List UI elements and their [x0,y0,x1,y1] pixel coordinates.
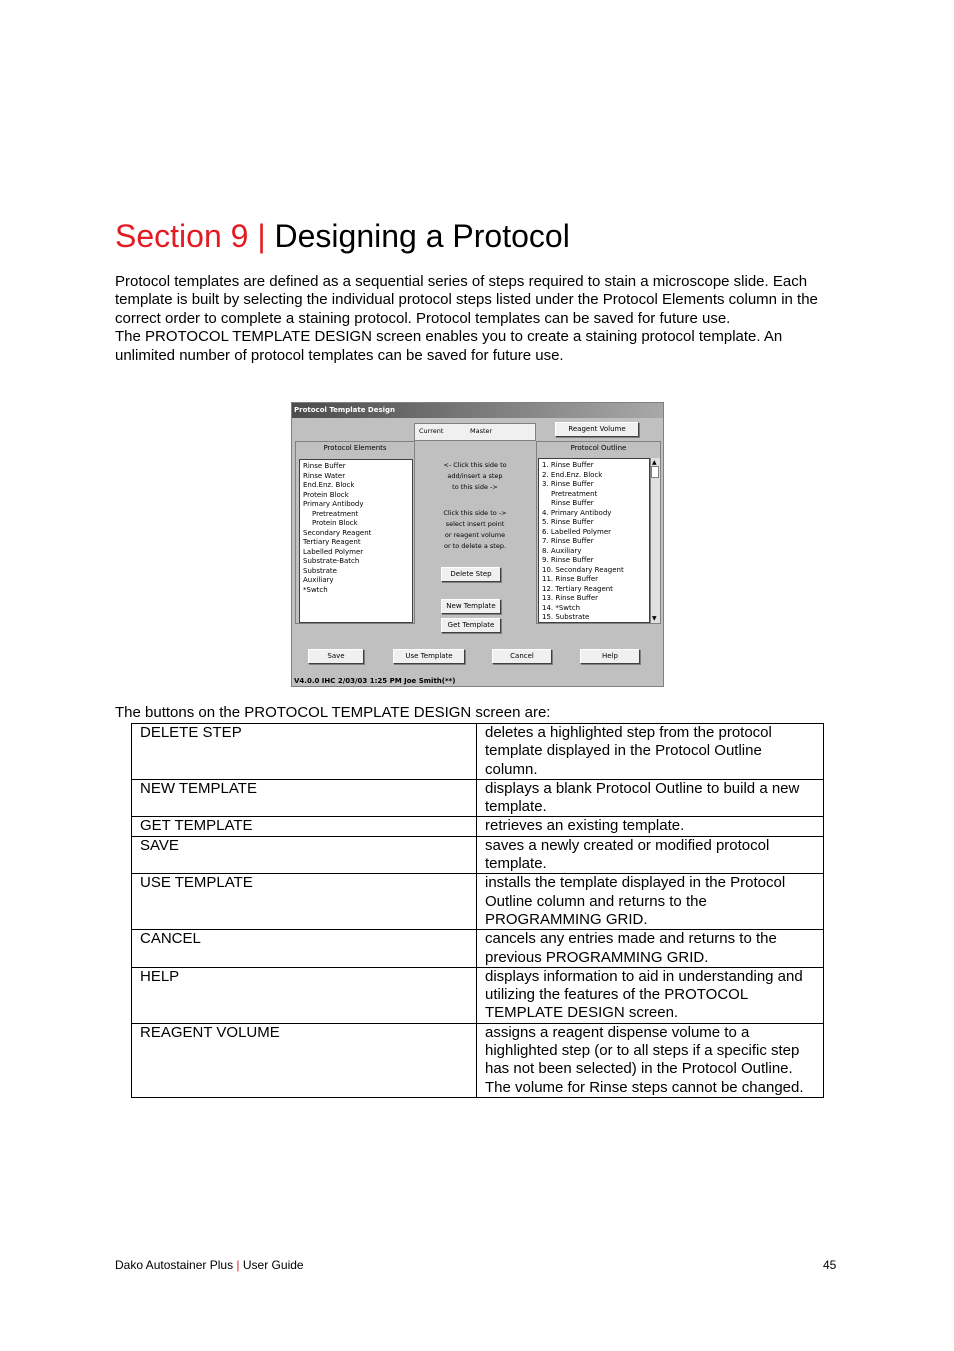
button-description-cell: retrieves an existing template. [477,817,824,836]
button-name-cell: REAGENT VOLUME [132,1023,477,1097]
hint-line: or to delete a step. [443,542,507,550]
intro-paragraph-1: Protocol templates are defined as a sequential series of steps required to stain a microscope slide. Each template is built by selecting the individual protocol steps listed under the Protocol Elements column in the correct order to complete a staining protocol. Protocol templates can be saved for future use. [115,273,818,327]
outline-item[interactable]: 12. Tertiary Reagent [542,584,613,593]
footer-guide: User Guide [242,1258,304,1272]
intro-paragraph-2: The PROTOCOL TEMPLATE DESIGN screen enables you to create a staining protocol template. An unlimited number of protocol templates can be saved for future use. [115,328,783,364]
outline-item[interactable]: 13. Rinse Buffer [542,594,599,602]
element-item[interactable]: Secondary Reagent [303,528,372,537]
delete-step-button[interactable]: Delete Step [441,567,501,582]
section-title: Designing a Protocol [274,218,570,254]
element-item[interactable]: Rinse Buffer [303,462,346,470]
outline-item[interactable]: 4. Primary Antibody [542,508,612,517]
button-name-cell: DELETE STEP [132,724,477,780]
element-item[interactable]: Primary Antibody [303,500,364,508]
button-description-cell: deletes a highlighted step from the protocol template displayed in the Protocol Outline column. [477,724,824,780]
table-row [132,724,824,780]
element-item[interactable]: Protein Block [303,490,349,499]
buttons-table [131,723,824,1098]
help-button[interactable]: Help [580,649,640,664]
outline-item[interactable]: 9. Rinse Buffer [542,556,594,564]
outline-item[interactable]: 5. Rinse Buffer [542,518,594,526]
window-title: Protocol Template Design [292,403,663,418]
button-name-cell: HELP [132,967,477,1023]
reagent-volume-button[interactable]: Reagent Volume [555,422,639,437]
elements-header: Protocol Elements [323,444,387,452]
element-item[interactable]: Rinse Water [303,471,346,480]
hint-line: to this side -> [452,483,498,491]
new-template-button[interactable]: New Template [441,599,501,614]
footer-left [115,1258,304,1273]
table-row [132,1023,824,1097]
outline-item[interactable]: Pretreatment [551,489,598,498]
table-caption: The buttons on the PROTOCOL TEMPLATE DESIGN screen are: [115,704,551,721]
intro-text [115,273,845,365]
table-row [132,817,824,836]
outline-scrollbar[interactable] [650,458,660,623]
protocol-template-design-window [291,402,664,687]
section-number: Section 9 | [115,218,266,254]
element-item[interactable]: Tertiary Reagent [303,538,361,546]
table-row [132,874,824,930]
page-number: 45 [823,1258,837,1272]
footer-product: Dako Autostainer Plus [115,1258,234,1272]
footer-separator: | [236,1258,240,1272]
element-item[interactable]: Substrate-Batch [303,557,360,565]
outline-item[interactable]: 8. Auxiliary [542,546,582,555]
hint-line: Click this side to -> [443,509,507,517]
element-item[interactable]: Substrate [303,566,337,575]
table-row [132,967,824,1023]
status-bar: V4.0.0 IHC 2/03/03 1:25 PM Joe Smith(**) [294,677,456,685]
outline-item[interactable]: 10. Secondary Reagent [542,565,624,574]
scroll-down-icon[interactable]: ▼ [652,615,657,622]
hint-line: or reagent volume [444,531,506,539]
button-description-cell: installs the template displayed in the Protocol Outline column and returns to the PROGRAMMING GRID. [477,874,824,930]
section-heading [115,214,570,258]
outline-item[interactable]: 6. Labelled Polymer [542,527,612,536]
outline-item[interactable]: 1. Rinse Buffer [542,461,594,469]
element-item[interactable]: Labelled Polymer [303,547,364,556]
button-name-cell: SAVE [132,836,477,874]
outline-item[interactable]: Rinse Buffer [551,499,594,507]
button-name-cell: USE TEMPLATE [132,874,477,930]
outline-item[interactable]: 7. Rinse Buffer [542,537,594,545]
button-description-cell: saves a newly created or modified protocol template. [477,836,824,874]
button-name-cell: GET TEMPLATE [132,817,477,836]
button-description-cell: cancels any entries made and returns to the previous PROGRAMMING GRID. [477,930,824,968]
select-hint [415,508,535,552]
save-button[interactable]: Save [308,649,364,664]
button-name-cell: NEW TEMPLATE [132,779,477,817]
table-row [132,836,824,874]
table-row [132,930,824,968]
button-description-cell: displays a blank Protocol Outline to build a new template. [477,779,824,817]
hint-line: <- Click this side to [443,461,507,469]
button-description-cell: displays information to aid in understanding and utilizing the features of the PROTOCOL TEMPLATE DESIGN screen. [477,967,824,1023]
outline-item[interactable]: 3. Rinse Buffer [542,480,594,488]
table-row [132,779,824,817]
outline-header: Protocol Outline [570,444,627,452]
element-item[interactable]: Auxiliary [303,576,334,584]
hint-line: add/insert a step [447,472,503,480]
element-item[interactable]: Protein Block [312,519,358,527]
master-label: Master [470,427,493,435]
current-label: Current [419,427,444,435]
element-item[interactable]: End.Enz. Block [303,481,355,489]
outline-list[interactable] [538,458,650,623]
scroll-thumb[interactable] [651,466,659,478]
insert-hint [415,460,535,493]
get-template-button[interactable]: Get Template [441,618,501,633]
elements-list[interactable] [299,459,413,623]
outline-item[interactable]: 2. End.Enz. Block [542,470,603,479]
outline-item[interactable]: 14. *Swtch [542,603,581,612]
use-template-button[interactable]: Use Template [393,649,465,664]
cancel-button[interactable]: Cancel [492,649,552,664]
hint-line: select insert point [445,520,505,528]
button-name-cell: CANCEL [132,930,477,968]
outline-item[interactable]: 11. Rinse Buffer [542,575,599,583]
outline-item[interactable]: 15. Substrate [542,613,590,621]
element-item[interactable]: *Swtch [303,585,328,594]
button-description-cell: assigns a reagent dispense volume to a highlighted step (or to all steps if a specific step has not been selected) in the Protocol Outline. The volume for Rinse steps cannot be changed. [477,1023,824,1097]
element-item[interactable]: Pretreatment [312,509,359,518]
scroll-up-icon[interactable]: ▲ [652,459,657,466]
